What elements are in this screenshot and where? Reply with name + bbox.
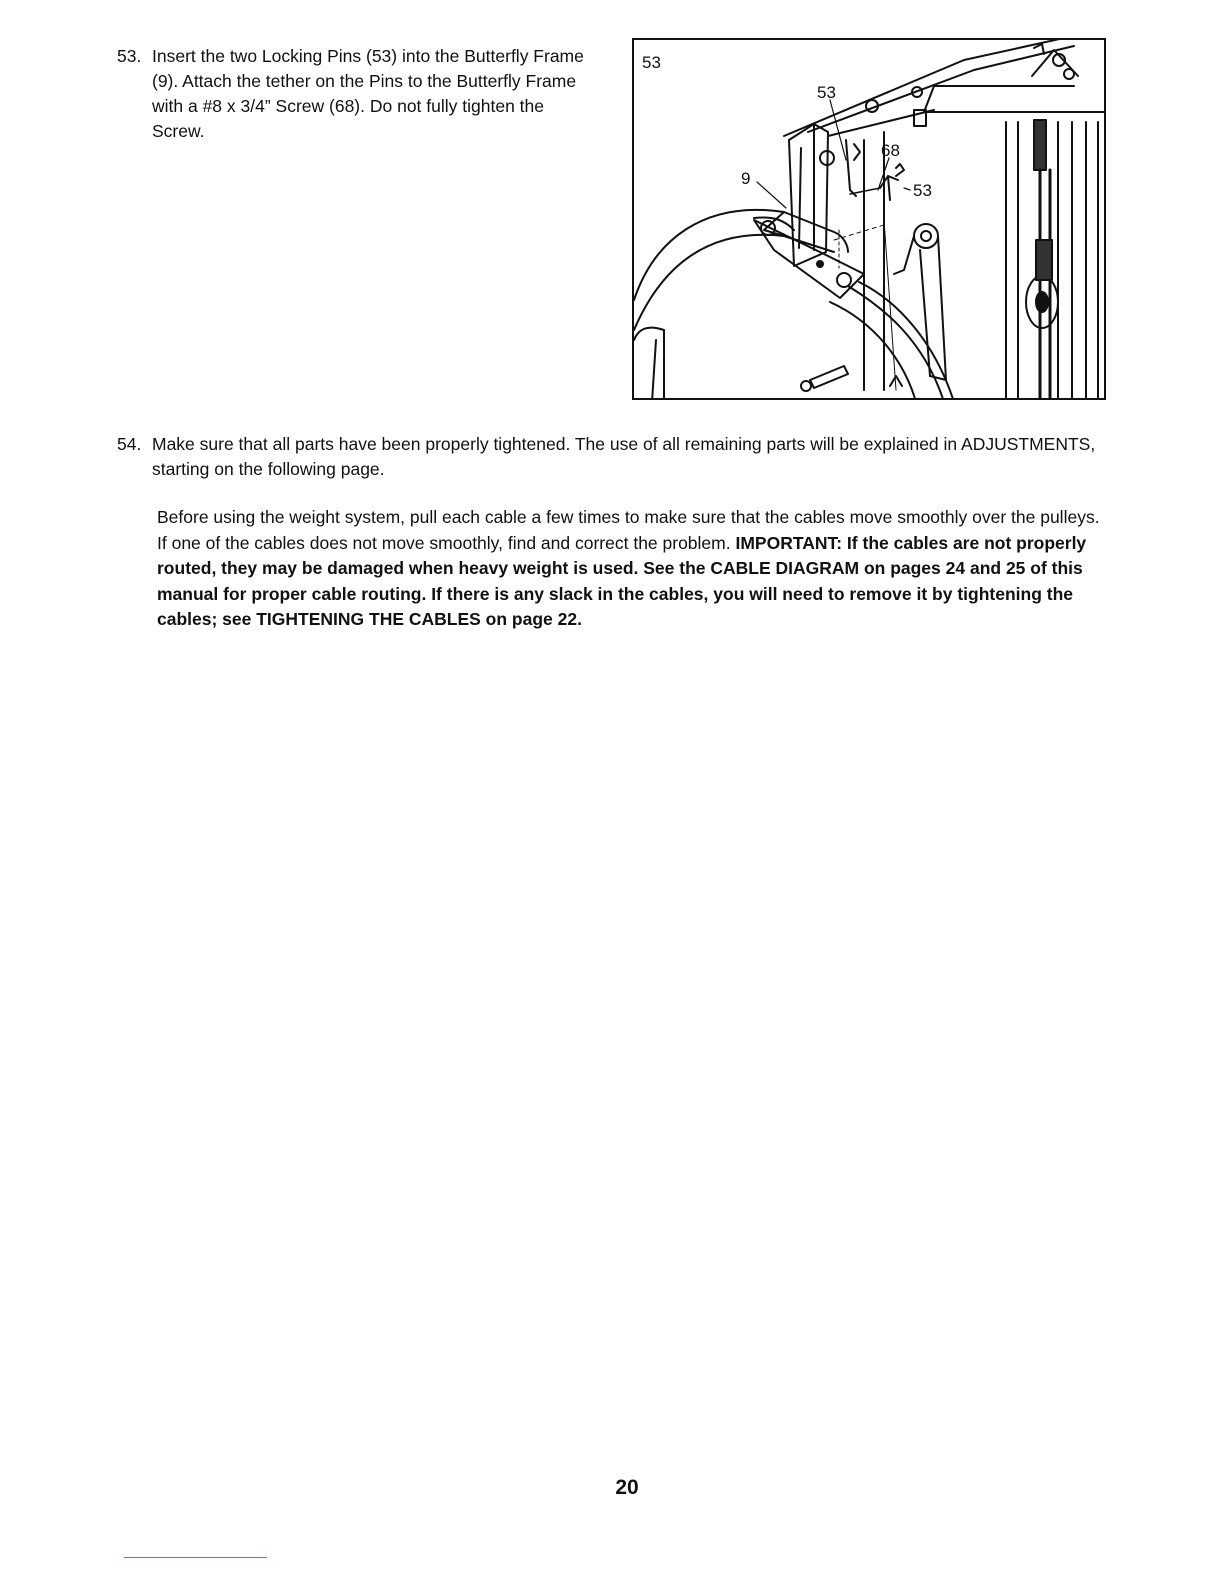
callout-locking-pin-side: 53	[913, 181, 932, 200]
figure-step-label: 53	[642, 53, 661, 72]
page-number: 20	[615, 1476, 639, 1499]
butterfly-frame-drawing	[634, 40, 1106, 400]
callout-butterfly-frame: 9	[741, 169, 751, 188]
step-number: 53.	[117, 46, 142, 66]
callout-locking-pin-top: 53	[817, 83, 836, 102]
footer-rule	[124, 1557, 267, 1558]
cable-check-instruction: Before using the weight system, pull each cable a few times to make sure that the cables move smoothly over the pulleys. If one of the cables does not move smoothly, find and correct the problem.	[157, 507, 1100, 553]
cable-check-paragraph	[157, 505, 1107, 633]
step-text: Insert the two Locking Pins (53) into the Butterfly Frame (9). Attach the tether on the Pins to the Butterfly Frame with a #8 x 3/4” Screw (68). Do not fully tighten the Screw.	[152, 46, 584, 141]
step-text: Make sure that all parts have been properly tightened. The use of all remaining parts will be explained in ADJUSTMENTS, starting on the following page.	[152, 434, 1096, 479]
assembly-figure	[632, 38, 1106, 400]
important-cable-warning: IMPORTANT: If the cables are not properly routed, they may be damaged when heavy weight is used. See the CABLE DIAGRAM on pages 24 and 25 of this manual for proper cable routing. If there is any slack in the cables, you will need to remove it by tightening the cables; see TIGHTENING THE CABLES on page 22.	[157, 532, 1087, 629]
callout-screw: 68	[881, 141, 900, 160]
step-number: 54.	[117, 434, 142, 454]
